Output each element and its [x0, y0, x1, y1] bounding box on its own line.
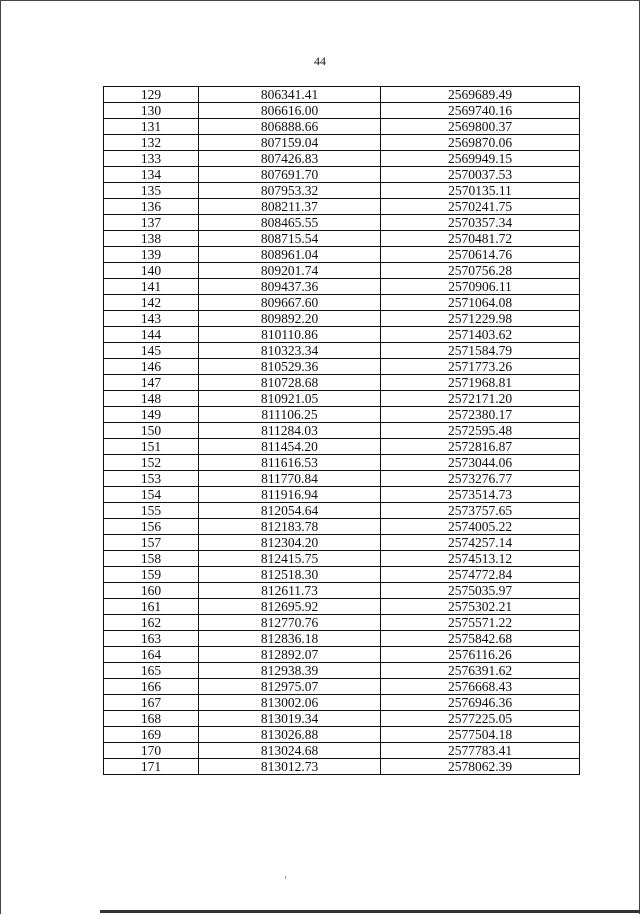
point-number-cell: 147	[104, 375, 199, 391]
table-row	[104, 503, 580, 519]
x-coordinate-cell: 807426.83	[199, 151, 381, 167]
x-coordinate-cell: 810728.68	[199, 375, 381, 391]
table-row	[104, 231, 580, 247]
point-number-cell: 133	[104, 151, 199, 167]
y-coordinate-cell: 2574772.84	[381, 567, 580, 583]
x-coordinate-cell: 812836.18	[199, 631, 381, 647]
y-coordinate-cell: 2577504.18	[381, 727, 580, 743]
table-row	[104, 583, 580, 599]
x-coordinate-cell: 812975.07	[199, 679, 381, 695]
table-row	[104, 727, 580, 743]
table-row	[104, 327, 580, 343]
point-number-cell: 150	[104, 423, 199, 439]
table-row	[104, 439, 580, 455]
y-coordinate-cell: 2569800.37	[381, 119, 580, 135]
point-number-cell: 143	[104, 311, 199, 327]
x-coordinate-cell: 811454.20	[199, 439, 381, 455]
y-coordinate-cell: 2570906.11	[381, 279, 580, 295]
x-coordinate-cell: 806341.41	[199, 87, 381, 103]
x-coordinate-cell: 811284.03	[199, 423, 381, 439]
y-coordinate-cell: 2576116.26	[381, 647, 580, 663]
y-coordinate-cell: 2572816.87	[381, 439, 580, 455]
x-coordinate-cell: 809201.74	[199, 263, 381, 279]
page-bottom-edge	[100, 910, 640, 913]
table-row	[104, 359, 580, 375]
x-coordinate-cell: 812892.07	[199, 647, 381, 663]
table-row	[104, 711, 580, 727]
x-coordinate-cell: 812054.64	[199, 503, 381, 519]
x-coordinate-cell: 810110.86	[199, 327, 381, 343]
point-number-cell: 129	[104, 87, 199, 103]
y-coordinate-cell: 2570756.28	[381, 263, 580, 279]
page-number: 44	[314, 54, 326, 68]
coordinates-table	[103, 86, 580, 775]
point-number-cell: 153	[104, 471, 199, 487]
y-coordinate-cell: 2577225.05	[381, 711, 580, 727]
table-row	[104, 599, 580, 615]
table-row	[104, 567, 580, 583]
table-row	[104, 679, 580, 695]
coordinates-table-body	[104, 87, 580, 775]
point-number-cell: 161	[104, 599, 199, 615]
x-coordinate-cell: 810921.05	[199, 391, 381, 407]
point-number-cell: 139	[104, 247, 199, 263]
point-number-cell: 148	[104, 391, 199, 407]
point-number-cell: 138	[104, 231, 199, 247]
x-coordinate-cell: 813019.34	[199, 711, 381, 727]
point-number-cell: 151	[104, 439, 199, 455]
table-row	[104, 423, 580, 439]
y-coordinate-cell: 2571773.26	[381, 359, 580, 375]
x-coordinate-cell: 808465.55	[199, 215, 381, 231]
table-row	[104, 391, 580, 407]
table-row	[104, 519, 580, 535]
y-coordinate-cell: 2570135.11	[381, 183, 580, 199]
x-coordinate-cell: 806888.66	[199, 119, 381, 135]
table-row	[104, 663, 580, 679]
y-coordinate-cell: 2570241.75	[381, 199, 580, 215]
x-coordinate-cell: 812304.20	[199, 535, 381, 551]
y-coordinate-cell: 2571403.62	[381, 327, 580, 343]
y-coordinate-cell: 2571229.98	[381, 311, 580, 327]
x-coordinate-cell: 813002.06	[199, 695, 381, 711]
point-number-cell: 141	[104, 279, 199, 295]
point-number-cell: 134	[104, 167, 199, 183]
point-number-cell: 164	[104, 647, 199, 663]
x-coordinate-cell: 811106.25	[199, 407, 381, 423]
x-coordinate-cell: 811916.94	[199, 487, 381, 503]
point-number-cell: 130	[104, 103, 199, 119]
y-coordinate-cell: 2573044.06	[381, 455, 580, 471]
point-number-cell: 144	[104, 327, 199, 343]
y-coordinate-cell: 2574257.14	[381, 535, 580, 551]
x-coordinate-cell: 813026.88	[199, 727, 381, 743]
table-row	[104, 647, 580, 663]
y-coordinate-cell: 2573276.77	[381, 471, 580, 487]
x-coordinate-cell: 806616.00	[199, 103, 381, 119]
y-coordinate-cell: 2570357.34	[381, 215, 580, 231]
point-number-cell: 160	[104, 583, 199, 599]
y-coordinate-cell: 2578062.39	[381, 759, 580, 775]
point-number-cell: 168	[104, 711, 199, 727]
y-coordinate-cell: 2572595.48	[381, 423, 580, 439]
y-coordinate-cell: 2572171.20	[381, 391, 580, 407]
y-coordinate-cell: 2569949.15	[381, 151, 580, 167]
table-row	[104, 743, 580, 759]
x-coordinate-cell: 808715.54	[199, 231, 381, 247]
point-number-cell: 149	[104, 407, 199, 423]
x-coordinate-cell: 812695.92	[199, 599, 381, 615]
table-row	[104, 119, 580, 135]
y-coordinate-cell: 2575842.68	[381, 631, 580, 647]
table-row	[104, 295, 580, 311]
point-number-cell: 165	[104, 663, 199, 679]
point-number-cell: 159	[104, 567, 199, 583]
table-row	[104, 151, 580, 167]
y-coordinate-cell: 2571968.81	[381, 375, 580, 391]
point-number-cell: 163	[104, 631, 199, 647]
y-coordinate-cell: 2575302.21	[381, 599, 580, 615]
table-row	[104, 695, 580, 711]
x-coordinate-cell: 812938.39	[199, 663, 381, 679]
y-coordinate-cell: 2570614.76	[381, 247, 580, 263]
x-coordinate-cell: 812518.30	[199, 567, 381, 583]
table-row	[104, 487, 580, 503]
table-row	[104, 551, 580, 567]
x-coordinate-cell: 813012.73	[199, 759, 381, 775]
x-coordinate-cell: 809437.36	[199, 279, 381, 295]
x-coordinate-cell: 808211.37	[199, 199, 381, 215]
point-number-cell: 162	[104, 615, 199, 631]
table-row	[104, 343, 580, 359]
point-number-cell: 142	[104, 295, 199, 311]
point-number-cell: 136	[104, 199, 199, 215]
table-row	[104, 455, 580, 471]
x-coordinate-cell: 812611.73	[199, 583, 381, 599]
y-coordinate-cell: 2574513.12	[381, 551, 580, 567]
table-row	[104, 535, 580, 551]
point-number-cell: 146	[104, 359, 199, 375]
table-row	[104, 631, 580, 647]
table-row	[104, 375, 580, 391]
point-number-cell: 171	[104, 759, 199, 775]
point-number-cell: 131	[104, 119, 199, 135]
point-number-cell: 154	[104, 487, 199, 503]
point-number-cell: 135	[104, 183, 199, 199]
y-coordinate-cell: 2576946.36	[381, 695, 580, 711]
table-row	[104, 183, 580, 199]
table-row	[104, 263, 580, 279]
x-coordinate-cell: 809892.20	[199, 311, 381, 327]
y-coordinate-cell: 2577783.41	[381, 743, 580, 759]
point-number-cell: 170	[104, 743, 199, 759]
y-coordinate-cell: 2569740.16	[381, 103, 580, 119]
point-number-cell: 158	[104, 551, 199, 567]
y-coordinate-cell: 2571064.08	[381, 295, 580, 311]
table-row	[104, 759, 580, 775]
x-coordinate-cell: 812415.75	[199, 551, 381, 567]
point-number-cell: 137	[104, 215, 199, 231]
x-coordinate-cell: 810529.36	[199, 359, 381, 375]
point-number-cell: 166	[104, 679, 199, 695]
table-row	[104, 199, 580, 215]
y-coordinate-cell: 2572380.17	[381, 407, 580, 423]
point-number-cell: 156	[104, 519, 199, 535]
table-row	[104, 87, 580, 103]
y-coordinate-cell: 2576391.62	[381, 663, 580, 679]
x-coordinate-cell: 807953.32	[199, 183, 381, 199]
x-coordinate-cell: 809667.60	[199, 295, 381, 311]
table-row	[104, 247, 580, 263]
y-coordinate-cell: 2575571.22	[381, 615, 580, 631]
point-number-cell: 145	[104, 343, 199, 359]
y-coordinate-cell: 2576668.43	[381, 679, 580, 695]
y-coordinate-cell: 2575035.97	[381, 583, 580, 599]
x-coordinate-cell: 807159.04	[199, 135, 381, 151]
table-row	[104, 407, 580, 423]
point-number-cell: 152	[104, 455, 199, 471]
x-coordinate-cell: 811616.53	[199, 455, 381, 471]
point-number-cell: 157	[104, 535, 199, 551]
x-coordinate-cell: 808961.04	[199, 247, 381, 263]
x-coordinate-cell: 812183.78	[199, 519, 381, 535]
y-coordinate-cell: 2570037.53	[381, 167, 580, 183]
x-coordinate-cell: 813024.68	[199, 743, 381, 759]
y-coordinate-cell: 2569689.49	[381, 87, 580, 103]
x-coordinate-cell: 807691.70	[199, 167, 381, 183]
x-coordinate-cell: 811770.84	[199, 471, 381, 487]
table-row	[104, 135, 580, 151]
point-number-cell: 167	[104, 695, 199, 711]
table-row	[104, 167, 580, 183]
x-coordinate-cell: 810323.34	[199, 343, 381, 359]
y-coordinate-cell: 2571584.79	[381, 343, 580, 359]
table-row	[104, 279, 580, 295]
y-coordinate-cell: 2569870.06	[381, 135, 580, 151]
table-row	[104, 311, 580, 327]
table-row	[104, 103, 580, 119]
point-number-cell: 132	[104, 135, 199, 151]
point-number-cell: 169	[104, 727, 199, 743]
point-number-cell: 140	[104, 263, 199, 279]
y-coordinate-cell: 2573514.73	[381, 487, 580, 503]
x-coordinate-cell: 812770.76	[199, 615, 381, 631]
table-row	[104, 471, 580, 487]
scan-speck	[285, 876, 286, 879]
y-coordinate-cell: 2570481.72	[381, 231, 580, 247]
table-row	[104, 615, 580, 631]
y-coordinate-cell: 2573757.65	[381, 503, 580, 519]
table-row	[104, 215, 580, 231]
y-coordinate-cell: 2574005.22	[381, 519, 580, 535]
point-number-cell: 155	[104, 503, 199, 519]
